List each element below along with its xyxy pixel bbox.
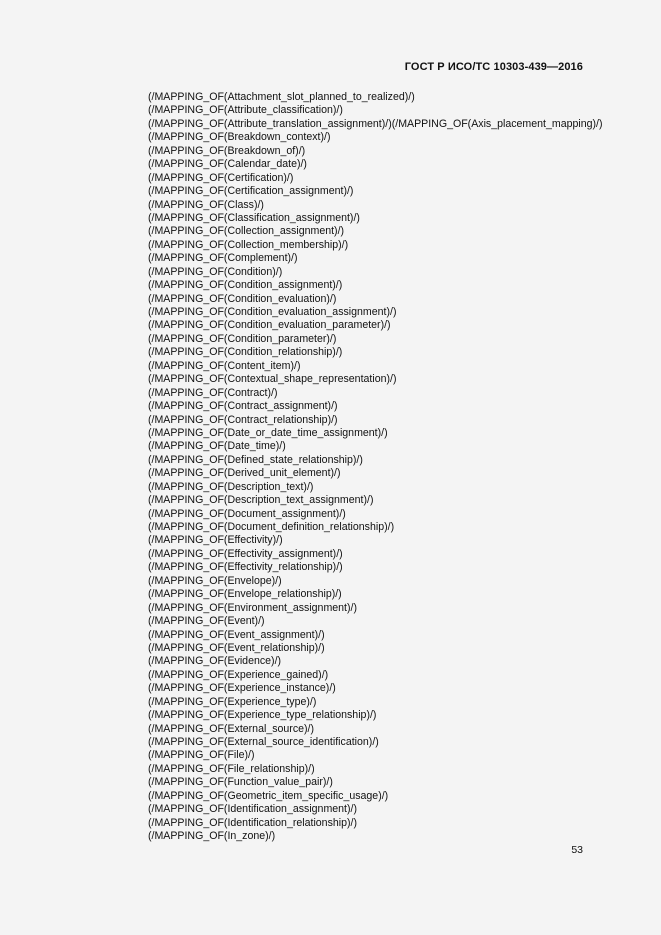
mapping-line: (/MAPPING_OF(Attribute_classification)/) [148,104,343,117]
mapping-line: (/MAPPING_OF(Envelope)/) [148,574,282,587]
mapping-line: (/MAPPING_OF(Identification_relationship)/) [148,816,358,829]
mapping-line: (/MAPPING_OF(Event_assignment)/) [148,628,325,641]
mapping-line: (/MAPPING_OF(Attachment_slot_planned_to_realized)/) [148,91,415,103]
mapping-line: (/MAPPING_OF(Attribute_translation_assignment)/)(/MAPPING_OF(Axis_placement_mapping)/) [148,117,603,130]
mapping-line: (/MAPPING_OF(Date_time)/) [148,440,286,453]
mapping-line: (/MAPPING_OF(Defined_state_relationship)/) [148,453,363,466]
mapping-line: (/MAPPING_OF(Complement)/) [148,252,298,265]
page-header-standard: ГОСТ Р ИСО/ТС 10303-439—2016 [404,61,583,73]
mapping-line: (/MAPPING_OF(Condition_evaluation_assignment)/) [148,306,397,318]
mapping-line: (/MAPPING_OF(External_source_identification)/) [148,736,379,748]
mapping-line: (/MAPPING_OF(Collection_assignment)/) [148,225,345,238]
mapping-line: (/MAPPING_OF(Calendar_date)/) [148,158,307,171]
mapping-line: (/MAPPING_OF(Experience_instance)/) [148,682,336,695]
mapping-line: (/MAPPING_OF(Contract_relationship)/) [148,413,338,426]
mapping-line: (/MAPPING_OF(Collection_membership)/) [148,238,349,251]
mapping-line: (/MAPPING_OF(Contextual_shape_representation)/) [148,373,397,386]
mapping-line: (/MAPPING_OF(Event_relationship)/) [148,641,325,654]
mapping-line: (/MAPPING_OF(Effectivity_relationship)/) [148,561,343,574]
mapping-line: (/MAPPING_OF(Document_definition_relationship)/) [148,521,395,533]
mapping-line: (/MAPPING_OF(File_relationship)/) [148,762,315,775]
mapping-line: (/MAPPING_OF(Condition_relationship)/) [148,346,343,359]
mapping-line: (/MAPPING_OF(Condition_evaluation_parameter)/) [148,319,391,332]
mapping-line: (/MAPPING_OF(Document_assignment)/) [148,507,346,520]
mapping-line: (/MAPPING_OF(File)/) [148,749,255,762]
mapping-line: (/MAPPING_OF(Effectivity)/) [148,534,283,547]
mapping-line: (/MAPPING_OF(Classification_assignment)/) [148,211,360,224]
mapping-line: (/MAPPING_OF(Breakdown_context)/) [148,131,331,144]
mapping-line: (/MAPPING_OF(Function_value_pair)/) [148,776,333,789]
page-number: 53 [571,844,583,856]
mapping-line: (/MAPPING_OF(Experience_type)/) [148,695,317,708]
mapping-line: (/MAPPING_OF(Identification_assignment)/) [148,803,358,816]
mapping-line: (/MAPPING_OF(Condition_evaluation)/) [148,292,337,305]
mapping-line: (/MAPPING_OF(External_source)/) [148,722,315,735]
mapping-line: (/MAPPING_OF(Condition_assignment)/) [148,279,343,292]
mapping-list [148,91,603,844]
mapping-line: (/MAPPING_OF(Environment_assignment)/) [148,601,357,614]
mapping-line: (/MAPPING_OF(Date_or_date_time_assignment)/) [148,426,388,439]
mapping-line: (/MAPPING_OF(Derived_unit_element)/) [148,467,341,480]
mapping-line: (/MAPPING_OF(Contract)/) [148,386,278,399]
mapping-line: (/MAPPING_OF(Description_text)/) [148,480,314,493]
mapping-line: (/MAPPING_OF(Certification_assignment)/) [148,185,354,198]
mapping-line: (/MAPPING_OF(Description_text_assignment)/) [148,494,374,507]
mapping-line: (/MAPPING_OF(Contract_assignment)/) [148,400,338,413]
mapping-line: (/MAPPING_OF(Class)/) [148,198,264,211]
mapping-line: (/MAPPING_OF(Experience_gained)/) [148,668,329,681]
mapping-line: (/MAPPING_OF(Certification)/) [148,171,294,184]
mapping-line: (/MAPPING_OF(Content_item)/) [148,359,301,372]
mapping-line: (/MAPPING_OF(Event)/) [148,615,265,628]
mapping-line: (/MAPPING_OF(Breakdown_of)/) [148,144,306,157]
mapping-line: (/MAPPING_OF(Evidence)/) [148,655,282,668]
mapping-line: (/MAPPING_OF(In_zone)/) [148,830,276,843]
mapping-line: (/MAPPING_OF(Envelope_relationship)/) [148,588,342,601]
mapping-line: (/MAPPING_OF(Condition)/) [148,265,283,278]
mapping-line: (/MAPPING_OF(Geometric_item_specific_usage)/) [148,789,389,802]
mapping-line: (/MAPPING_OF(Condition_parameter)/) [148,332,337,345]
mapping-line: (/MAPPING_OF(Experience_type_relationship)/) [148,709,377,722]
mapping-line: (/MAPPING_OF(Effectivity_assignment)/) [148,547,343,560]
